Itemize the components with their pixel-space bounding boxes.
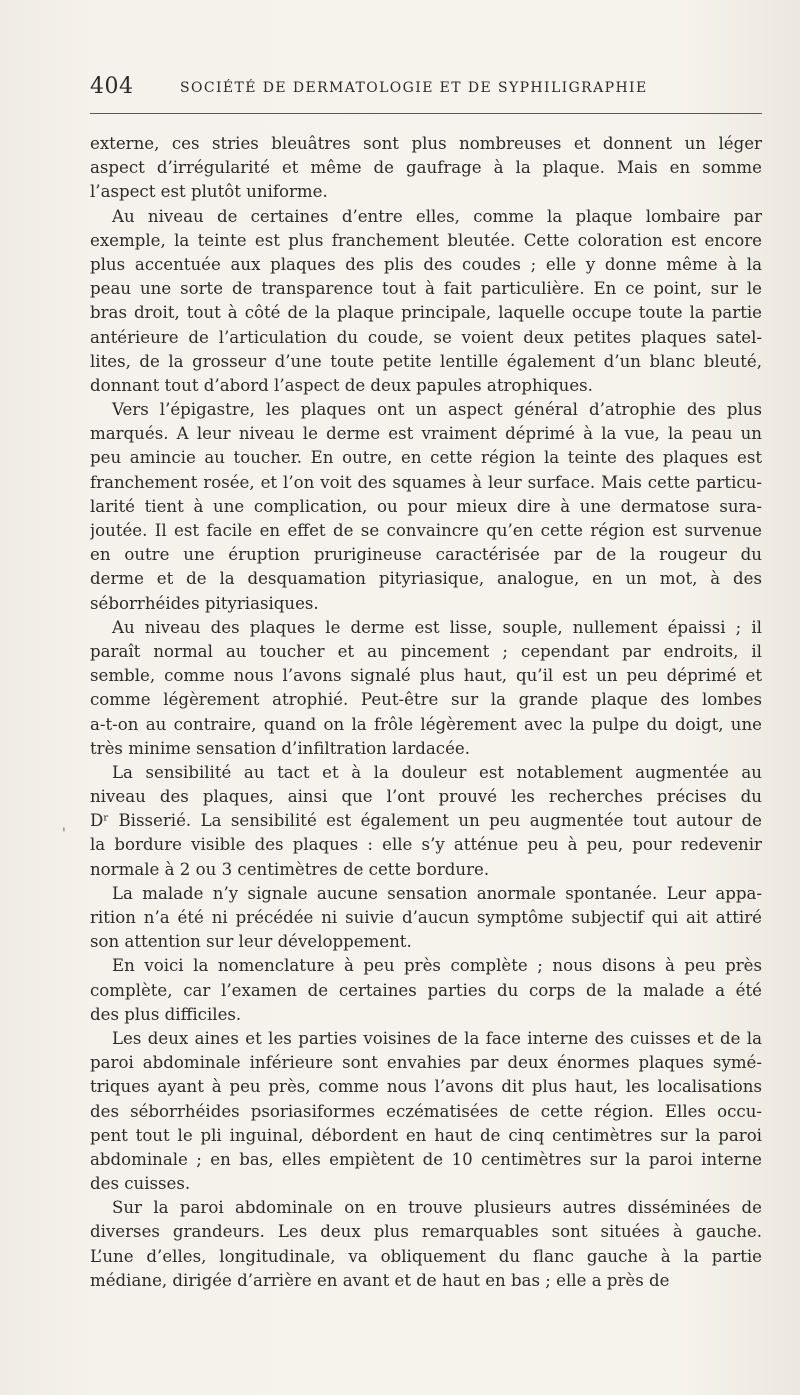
text-line: séborrhéides pityriasiques. [90, 593, 319, 613]
text-line: des séborrhéides psoriasiformes eczématisées de cette région. Elles occu- [90, 1101, 762, 1121]
text-line: l’aspect est plutôt uniforme. [90, 182, 328, 202]
text-line: pent tout le pli inguinal, débordent en haut de cinq centimètres sur la paroi [90, 1125, 762, 1145]
text-line: Les deux aines et les parties voisines de la face interne des cuisses et de la [112, 1028, 762, 1048]
text-line: exemple, la teinte est plus franchement bleutée. Cette coloration est encore [90, 230, 762, 250]
text-line: Au niveau des plaques le derme est lisse, souple, nullement épaissi ; il [112, 617, 762, 637]
text-line: lites, de la grosseur d’une toute petite lentille également d’un blanc bleuté, [90, 351, 762, 371]
text-line: larité tient à une complication, ou pour mieux dire à une dermatose sura- [90, 496, 762, 516]
text-line: niveau des plaques, ainsi que l’ont prouvé les recherches précises du [90, 787, 762, 807]
text-line: très minime sensation d’infiltration lardacée. [90, 738, 470, 758]
text-line: externe, ces stries bleuâtres sont plus nombreuses et donnent un léger [90, 134, 762, 153]
text-line: L’une d’elles, longitudinale, va obliquement du flanc gauche à la partie [90, 1246, 762, 1266]
text-line: Dʳ Bisserié. La sensibilité est également un peu augmentée tout autour de [90, 811, 762, 831]
text-line: En voici la nomenclature à peu près complète ; nous disons à peu près [112, 956, 762, 976]
header-rule [90, 113, 762, 114]
text-line: des cuisses. [90, 1174, 191, 1194]
text-line: peu amincie au toucher. En outre, en cette région la teinte des plaques est [90, 448, 762, 468]
body-text [90, 132, 762, 1293]
paragraph [90, 882, 762, 955]
paragraph [90, 761, 762, 882]
text-line: plus accentuée aux plaques des plis des coudes ; elle y donne même à la [90, 254, 762, 274]
paragraph [90, 1196, 762, 1293]
text-line: paraît normal au toucher et au pincement ; cependant par endroits, il [90, 641, 762, 661]
text-line: derme et de la desquamation pityriasique, analogue, en un mot, à des [90, 569, 762, 589]
text-line: La sensibilité au tact et à la douleur est notablement augmentée au [112, 762, 762, 782]
running-head: SOCIÉTÉ DE DERMATOLOGIE ET DE SYPHILIGRAPHIE [180, 80, 648, 96]
text-line: abdominale ; en bas, elles empiètent de 10 centimètres sur la paroi interne [90, 1149, 762, 1169]
text-line: en outre une éruption prurigineuse caractérisée par de la rougeur du [90, 545, 762, 565]
text-line: antérieure de l’articulation du coude, se voient deux petites plaques satel- [90, 327, 762, 347]
text-line: a-t-on au contraire, quand on la frôle légèrement avec la pulpe du doigt, une [90, 714, 762, 734]
text-line: marqués. A leur niveau le derme est vraiment déprimé à la vue, la peau un [90, 424, 762, 444]
text-line: comme légèrement atrophié. Peut-être sur la grande plaque des lombes [90, 690, 762, 710]
paragraph [90, 205, 762, 399]
paragraph [90, 398, 762, 616]
page-number: 404 [90, 74, 134, 99]
text-line: franchement rosée, et l’on voit des squames à leur surface. Mais cette particu- [90, 472, 762, 492]
paragraph [90, 132, 762, 205]
paragraph [90, 1027, 762, 1196]
text-line: bras droit, tout à côté de la plaque principale, laquelle occupe toute la partie [90, 303, 762, 323]
text-line: normale à 2 ou 3 centimètres de cette bordure. [90, 859, 490, 879]
text-line: Vers l’épigastre, les plaques ont un aspect général d’atrophie des plus [112, 400, 762, 420]
text-line: des plus difficiles. [90, 1004, 242, 1024]
text-line: diverses grandeurs. Les deux plus remarquables sont situées à gauche. [90, 1222, 762, 1242]
text-line: complète, car l’examen de certaines parties du corps de la malade a été [90, 980, 762, 1000]
text-line: la bordure visible des plaques : elle s’y atténue peu à peu, pour redevenir [90, 835, 762, 855]
text-line: aspect d’irrégularité et même de gaufrage à la plaque. Mais en somme [90, 158, 762, 178]
text-line: médiane, dirigée d’arrière en avant et de haut en bas ; elle a près de [90, 1270, 670, 1290]
page-header [90, 74, 762, 104]
text-line: La malade n’y signale aucune sensation anormale spontanée. Leur appa- [112, 883, 762, 903]
text-line: joutée. Il est facile en effet de se convaincre qu’en cette région est survenue [90, 521, 762, 540]
text-line: Sur la paroi abdominale on en trouve plusieurs autres disséminées de [112, 1198, 762, 1218]
text-line: semble, comme nous l’avons signalé plus haut, qu’il est un peu déprimé et [90, 666, 762, 686]
text-line: rition n’a été ni précédée ni suivie d’aucun symptôme subjectif qui ait attiré [90, 908, 762, 927]
text-line: donnant tout d’abord l’aspect de deux papules atrophiques. [90, 375, 593, 395]
text-line: Au niveau de certaines d’entre elles, comme la plaque lombaire par [112, 206, 762, 226]
margin-mark: ' [62, 826, 66, 842]
text-line: triques ayant à peu près, comme nous l’avons dit plus haut, les localisations [90, 1077, 762, 1097]
paragraph [90, 954, 762, 1027]
text-line: paroi abdominale inférieure sont envahies par deux énormes plaques symé- [90, 1053, 762, 1073]
text-line: son attention sur leur développement. [90, 932, 412, 952]
text-line: peau une sorte de transparence tout à fait particulière. En ce point, sur le [90, 279, 762, 299]
paragraph [90, 616, 762, 761]
